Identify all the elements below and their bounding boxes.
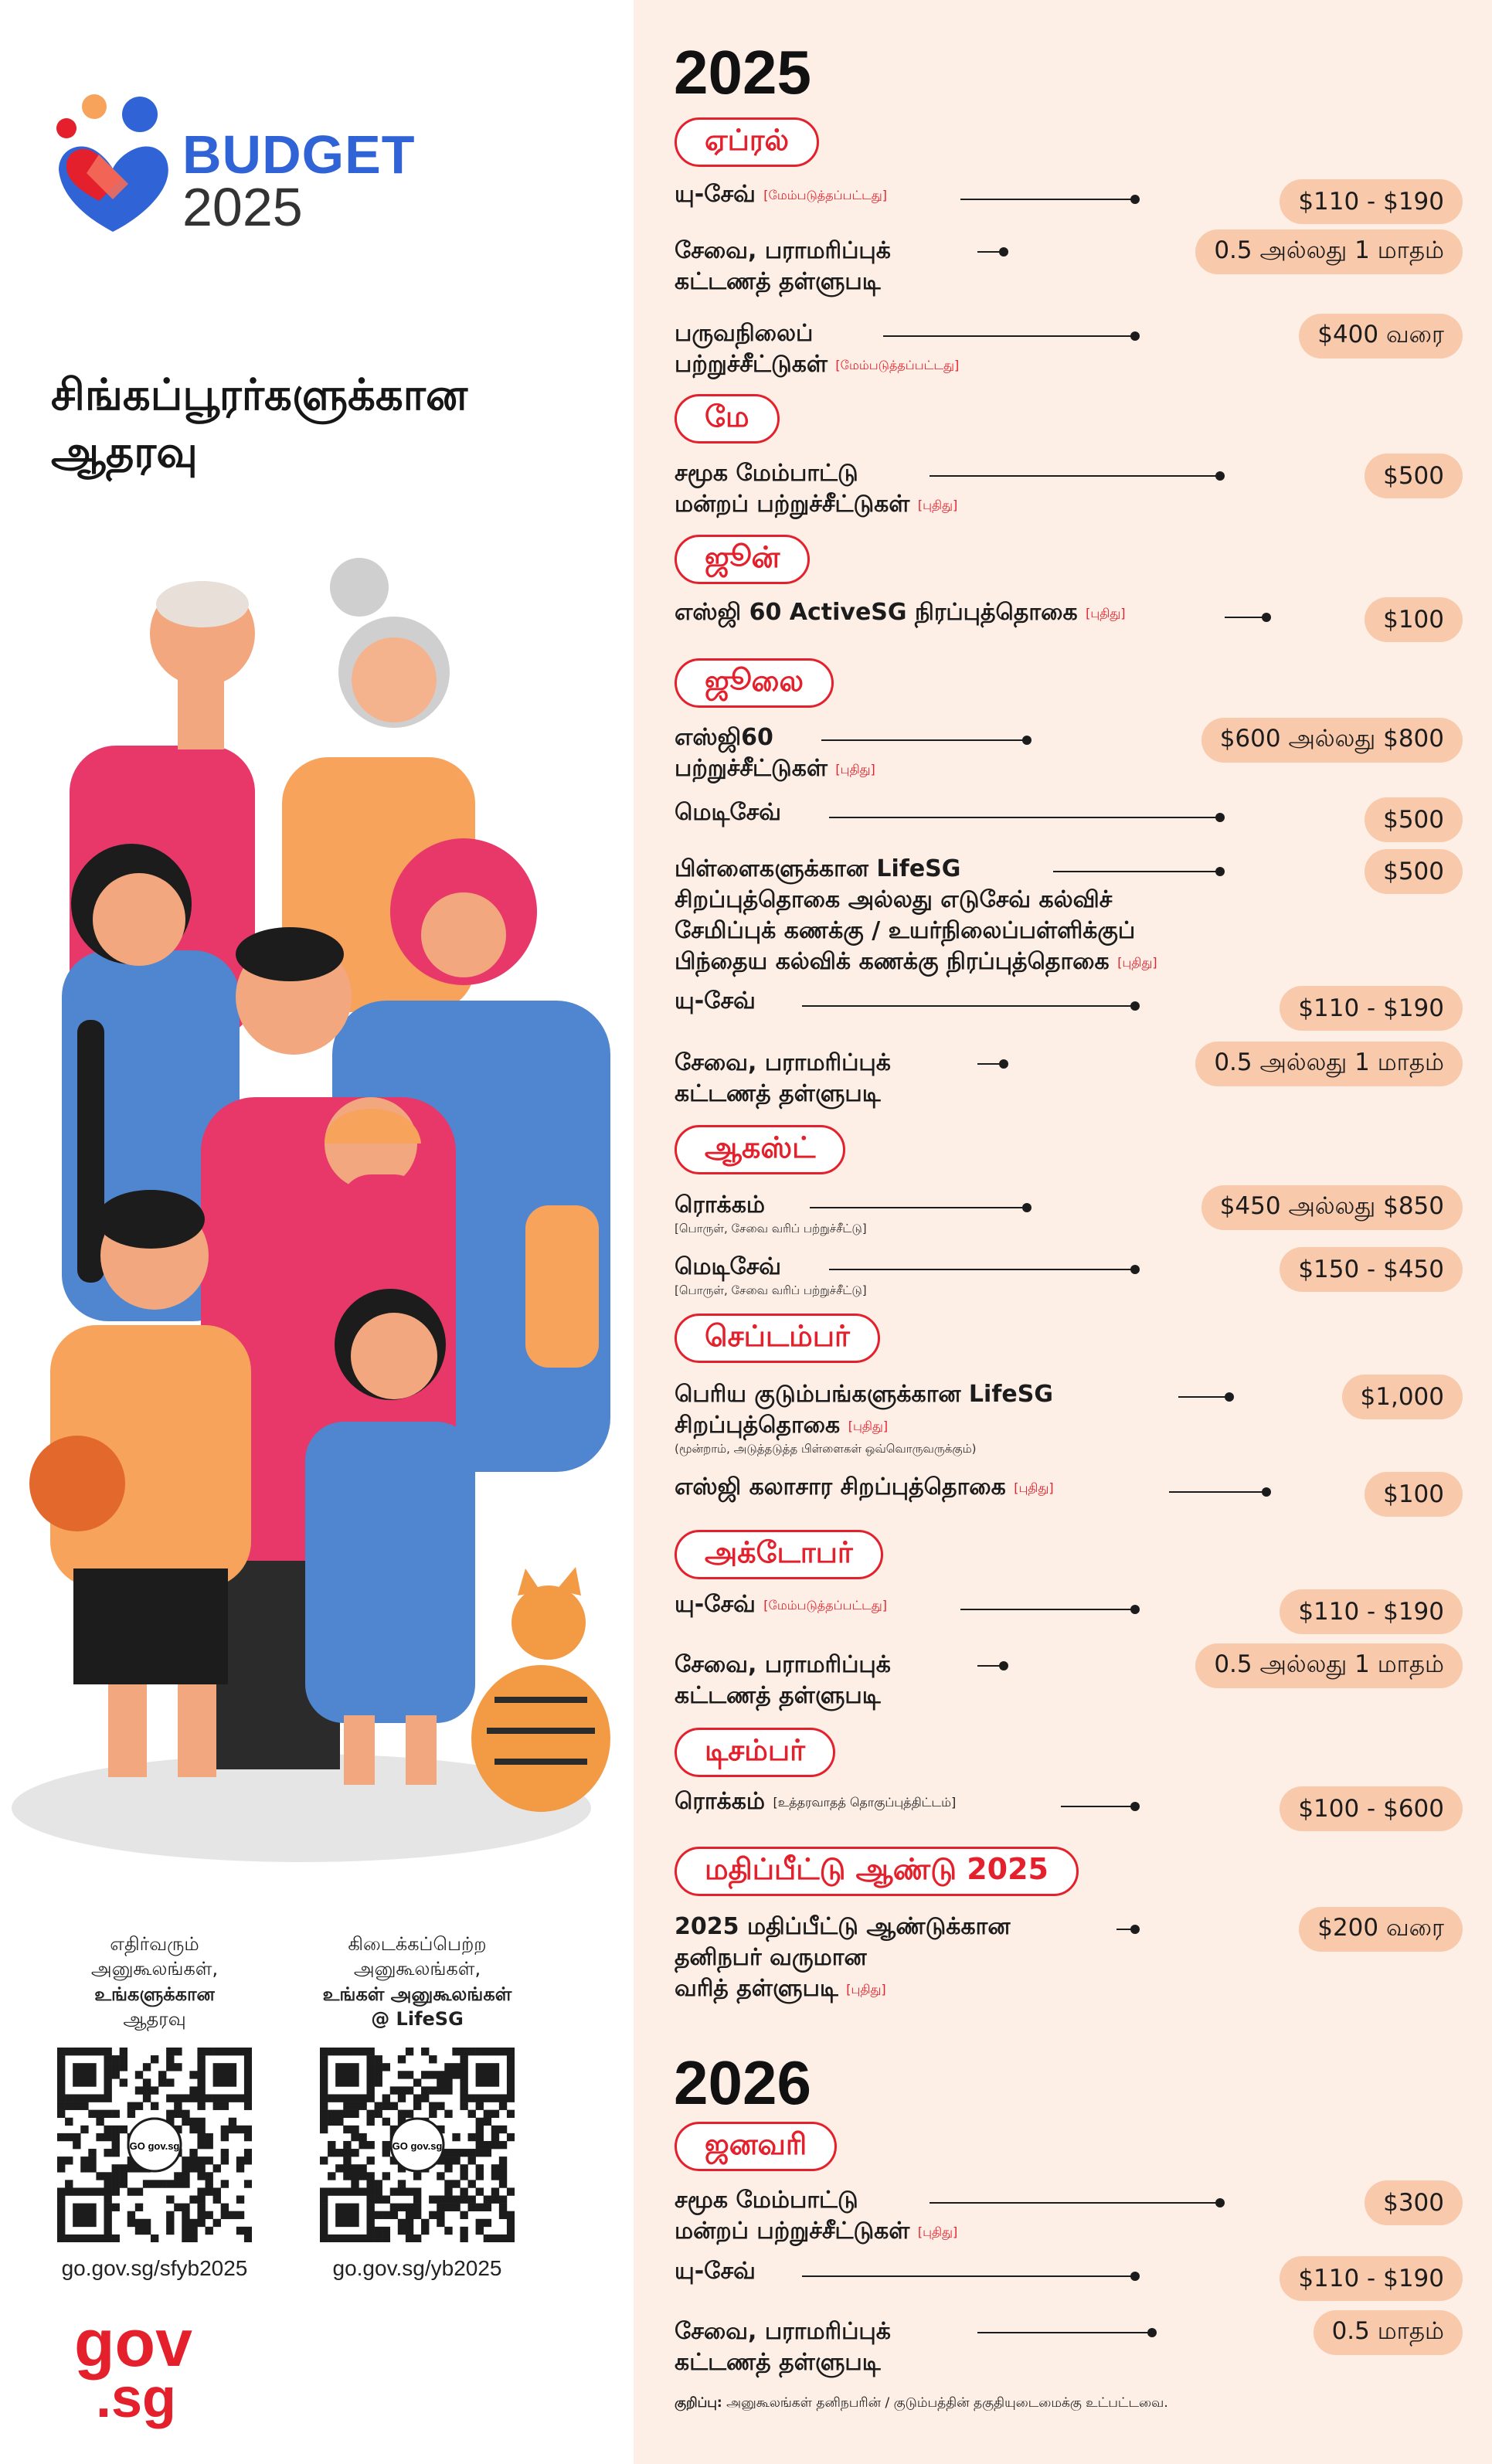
qr-caption-line: ஆதரவு bbox=[123, 2008, 186, 2031]
leader-dot bbox=[1022, 1203, 1031, 1212]
leader-line bbox=[977, 1665, 1001, 1667]
month-june: ஜூன் bbox=[675, 535, 810, 584]
benefit-value-pill: $100 bbox=[1365, 1472, 1463, 1517]
qr-code-icon[interactable] bbox=[57, 2048, 252, 2242]
benefit-value-pill: $200 வரை bbox=[1299, 1907, 1463, 1952]
leader-line bbox=[977, 251, 1001, 253]
benefit-label: சமூக மேம்பாட்டு மன்றப் பற்றுச்சீட்டுகள் [புதிது] bbox=[675, 2187, 958, 2245]
qr-caption-line: அனுகூலங்கள், bbox=[353, 1958, 481, 1980]
qr-caption-line: கிடைக்கப்பெற்ற bbox=[348, 1933, 487, 1955]
footnote bbox=[675, 2395, 1168, 2412]
benefit-label: யு-சேவ் bbox=[675, 987, 756, 1014]
leader-dot bbox=[1225, 1392, 1234, 1402]
benefit-label: சேவை, பராமரிப்புக் கட்டணத் தள்ளுபடி bbox=[675, 1651, 891, 1709]
benefit-value-pill: 0.5 அல்லது 1 மாதம் bbox=[1195, 1643, 1463, 1688]
benefit-value-pill: $110 - $190 bbox=[1280, 986, 1463, 1031]
benefit-label: மெடிசேவ் [பொருள், சேவை வரிப் பற்றுச்சீட்டு] bbox=[675, 1253, 867, 1297]
leader-line bbox=[977, 2332, 1149, 2333]
leader-line bbox=[1178, 1396, 1226, 1398]
benefit-sublabel: [பொருள், சேவை வரிப் பற்றுச்சீட்டு] bbox=[675, 1221, 867, 1235]
leader-dot bbox=[1262, 1487, 1271, 1497]
leader-dot bbox=[1215, 471, 1225, 481]
benefit-value-pill: $100 - $600 bbox=[1280, 1786, 1463, 1831]
budget-logo bbox=[51, 93, 416, 243]
qr-block-upcoming bbox=[31, 1932, 278, 2281]
month-december: டிசம்பர் bbox=[675, 1728, 835, 1777]
benefit-value-pill: 0.5 மாதம் bbox=[1314, 2310, 1463, 2355]
page-title: சிங்கப்பூரர்களுக்கான ஆதரவு bbox=[51, 370, 468, 478]
tag-new: [புதிது] bbox=[1117, 954, 1157, 970]
benefit-value-pill: $400 வரை bbox=[1299, 314, 1463, 359]
qr-code-icon[interactable] bbox=[320, 2048, 515, 2242]
tag-new: [புதிது] bbox=[835, 761, 875, 777]
tag-new: [புதிது] bbox=[1086, 605, 1126, 620]
leader-line bbox=[1116, 1929, 1132, 1930]
benefit-label: ரொக்கம் [உத்தரவாதத் தொகுப்புத்திட்டம்] bbox=[675, 1788, 957, 1815]
benefit-label: சேவை, பராமரிப்புக் கட்டணத் தள்ளுபடி bbox=[675, 237, 891, 295]
qr-caption-bold: உங்களுக்கான bbox=[94, 1983, 215, 2005]
benefit-value-pill: 0.5 அல்லது 1 மாதம் bbox=[1195, 1042, 1463, 1086]
govsg-logo-line: .sg bbox=[96, 2367, 177, 2430]
benefit-label: சமூக மேம்பாட்டு மன்றப் பற்றுச்சீட்டுகள் [புதிது] bbox=[675, 460, 958, 518]
leader-line bbox=[810, 1207, 1024, 1208]
leader-dot bbox=[1130, 1265, 1140, 1274]
year-heading-2025: 2025 bbox=[674, 38, 811, 107]
benefit-label: யு-சேவ் [மேம்படுத்தப்பட்டது] bbox=[675, 181, 888, 208]
benefit-sublabel: (மூன்றாம், அடுத்தடுத்த பிள்ளைகள் ஒவ்வொருவருக்கும்) bbox=[675, 1441, 977, 1456]
month-april: ஏப்ரல் bbox=[675, 117, 819, 167]
leader-line bbox=[1061, 1806, 1132, 1807]
leader-line bbox=[802, 1005, 1132, 1007]
family-illustration bbox=[0, 556, 634, 1885]
leader-line bbox=[883, 335, 1132, 337]
qr-url[interactable]: go.gov.sg/sfyb2025 bbox=[61, 2256, 248, 2280]
benefit-value-pill: $500 bbox=[1365, 849, 1463, 894]
leader-line bbox=[960, 199, 1132, 200]
leader-dot bbox=[1215, 2198, 1225, 2207]
govsg-logo-line: gov bbox=[74, 2306, 192, 2381]
benefit-label: 2025 மதிப்பீட்டு ஆண்டுக்கான தனிநபர் வருமான வரித் தள்ளுபடி [புதிது] bbox=[675, 1913, 1011, 2002]
qr-caption-bold: @ LifeSG bbox=[371, 2008, 464, 2031]
qr-url[interactable]: go.gov.sg/yb2025 bbox=[332, 2256, 502, 2280]
leader-dot bbox=[1130, 1605, 1140, 1614]
benefit-value-pill: $100 bbox=[1365, 597, 1463, 642]
qr-caption-bold: உங்கள் அனுகூலங்கள் bbox=[322, 1983, 512, 2005]
month-january: ஜனவரி bbox=[675, 2122, 837, 2171]
benefit-value-pill: $150 - $450 bbox=[1280, 1247, 1463, 1292]
qr-caption bbox=[294, 1932, 541, 2048]
leader-dot bbox=[1130, 1802, 1140, 1811]
leader-dot bbox=[1130, 2272, 1140, 2281]
benefit-value-pill: $300 bbox=[1365, 2180, 1463, 2225]
benefit-value-pill: 0.5 அல்லது 1 மாதம் bbox=[1195, 229, 1463, 274]
month-july: ஜூலை bbox=[675, 658, 834, 708]
leader-line bbox=[1169, 1491, 1263, 1493]
benefit-label: யு-சேவ் [மேம்படுத்தப்பட்டது] bbox=[675, 1591, 888, 1618]
leader-line bbox=[821, 739, 1024, 741]
leader-dot bbox=[1262, 613, 1271, 622]
qr-caption-line: அனுகூலங்கள், bbox=[90, 1958, 219, 1980]
benefit-value-pill: $110 - $190 bbox=[1280, 179, 1463, 224]
benefit-label: எஸ்ஜி 60 ActiveSG நிரப்புத்தொகை [புதிது] bbox=[675, 599, 1126, 626]
leader-dot bbox=[999, 247, 1008, 257]
qr-caption-line: எதிர்வரும் bbox=[110, 1933, 199, 1955]
benefit-label: பிள்ளைகளுக்கான LifeSG சிறப்புத்தொகை அல்லது எடுசேவ் கல்விச் சேமிப்புக் கணக்கு / உயர்நிலைப்பள்ளிக்குப் பிந்தைய கல்விக் கணக்கு நிரப்புத்தொகை [புதிது] bbox=[675, 855, 1157, 975]
month-october: அக்டோபர் bbox=[675, 1530, 883, 1579]
tag-new: [புதிது] bbox=[1014, 1480, 1054, 1495]
benefit-value-pill: $600 அல்லது $800 bbox=[1201, 718, 1463, 763]
tag-new: [புதிது] bbox=[846, 1981, 886, 1997]
tag-enhanced: [மேம்படுத்தப்பட்டது] bbox=[763, 1597, 888, 1613]
benefit-label: சேவை, பராமரிப்புக் கட்டணத் தள்ளுபடி bbox=[675, 1049, 891, 1107]
tag-enhanced: [மேம்படுத்தப்பட்டது] bbox=[763, 187, 888, 202]
benefit-sublabel: [உத்தரவாதத் தொகுப்புத்திட்டம்] bbox=[773, 1794, 957, 1810]
benefit-label: ரொக்கம் [பொருள், சேவை வரிப் பற்றுச்சீட்டு] bbox=[675, 1191, 867, 1235]
leader-dot bbox=[1215, 867, 1225, 876]
leader-dot bbox=[1022, 736, 1031, 745]
leader-line bbox=[960, 1609, 1132, 1610]
month-september: செப்டம்பர் bbox=[675, 1314, 880, 1363]
leader-dot bbox=[1130, 195, 1140, 204]
leader-line bbox=[1053, 871, 1217, 872]
leader-line bbox=[829, 817, 1217, 818]
qr-center-text: GO gov.sg bbox=[129, 2140, 180, 2152]
tag-new: [புதிது] bbox=[917, 2224, 958, 2239]
benefit-label: எஸ்ஜி60 பற்றுச்சீட்டுகள் [புதிது] bbox=[675, 724, 875, 782]
leader-line bbox=[829, 1269, 1132, 1270]
tag-enhanced: [மேம்படுத்தப்பட்டது] bbox=[835, 357, 960, 372]
leader-dot bbox=[1147, 2328, 1157, 2337]
leader-dot bbox=[1130, 1925, 1140, 1934]
benefit-sublabel: [பொருள், சேவை வரிப் பற்றுச்சீட்டு] bbox=[675, 1283, 867, 1297]
year-heading-2026: 2026 bbox=[674, 2048, 811, 2117]
leader-dot bbox=[1130, 1001, 1140, 1011]
leader-line bbox=[802, 2275, 1132, 2277]
govsg-logo bbox=[74, 2306, 192, 2430]
tag-new: [புதிது] bbox=[917, 497, 958, 512]
benefit-label: மெடிசேவ் bbox=[675, 799, 781, 826]
leader-line bbox=[1225, 617, 1263, 618]
benefit-label: சேவை, பராமரிப்புக் கட்டணத் தள்ளுபடி bbox=[675, 2318, 891, 2376]
month-august: ஆகஸ்ட் bbox=[675, 1125, 845, 1174]
benefit-label: பெரிய குடும்பங்களுக்கான LifeSG சிறப்புத்தொகை [புதிது] (மூன்றாம், அடுத்தடுத்த பிள்ளைகள் ஒவ்வொருவருக்கும்) bbox=[675, 1381, 1053, 1456]
benefit-label: பருவநிலைப் பற்றுச்சீட்டுகள் [மேம்படுத்தப்பட்டது] bbox=[675, 320, 960, 378]
benefit-label: எஸ்ஜி கலாசார சிறப்புத்தொகை [புதிது] bbox=[675, 1473, 1054, 1500]
leader-dot bbox=[999, 1661, 1008, 1670]
footnote-label: குறிப்பு: bbox=[675, 2395, 722, 2411]
leader-line bbox=[930, 2202, 1217, 2204]
benefit-value-pill: $1,000 bbox=[1342, 1375, 1463, 1419]
benefit-label: யு-சேவ் bbox=[675, 2258, 756, 2285]
qr-caption bbox=[31, 1932, 278, 2048]
benefit-value-pill: $500 bbox=[1365, 454, 1463, 498]
month-may: மே bbox=[675, 394, 780, 444]
logo-year-word: 2025 bbox=[182, 177, 303, 237]
benefit-value-pill: $110 - $190 bbox=[1280, 1589, 1463, 1634]
leader-line bbox=[930, 475, 1217, 477]
leader-dot bbox=[1130, 331, 1140, 341]
qr-block-available bbox=[294, 1932, 541, 2281]
benefit-value-pill: $110 - $190 bbox=[1280, 2256, 1463, 2301]
footnote-text: அனுகூலங்கள் தனிநபரின் / குடும்பத்தின் தகுதியுடைமைக்கு உட்பட்டவை. bbox=[726, 2395, 1168, 2411]
benefit-value-pill: $500 bbox=[1365, 797, 1463, 842]
leader-dot bbox=[999, 1059, 1008, 1069]
budget-heart-icon bbox=[51, 93, 175, 240]
logo-budget-word: BUDGET bbox=[182, 124, 416, 185]
benefit-value-pill: $450 அல்லது $850 bbox=[1201, 1185, 1463, 1230]
leader-dot bbox=[1215, 813, 1225, 822]
leader-line bbox=[977, 1063, 1001, 1065]
tag-new: [புதிது] bbox=[848, 1418, 889, 1433]
month-assessment-year: மதிப்பீட்டு ஆண்டு 2025 bbox=[675, 1847, 1079, 1896]
qr-center-text: GO gov.sg bbox=[392, 2140, 443, 2152]
